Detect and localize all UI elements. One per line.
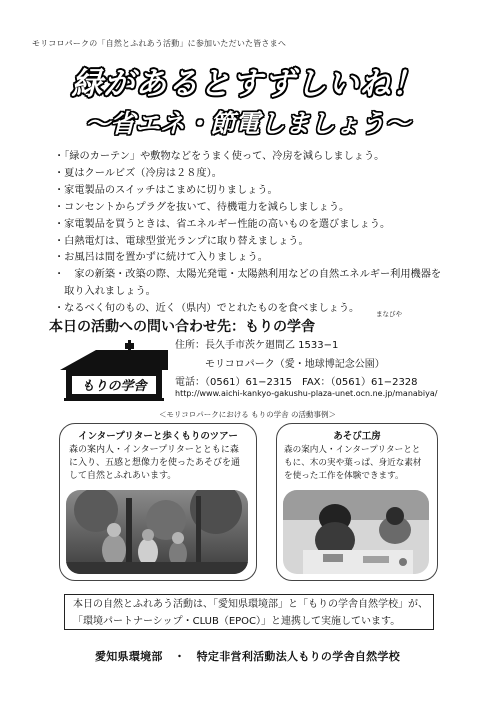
tip-item: 取り入れましょう。 xyxy=(54,286,156,298)
ruby-reading: まなびや xyxy=(376,310,402,318)
contact-heading: 本日の活動への問い合わせ先：もりの学舎 xyxy=(49,319,315,335)
tip-item: ・コンセントからプラグを抜いて、待機電力を減らしましょう。 xyxy=(54,201,350,213)
partnership-notice xyxy=(64,594,434,630)
svg-text:もりの学舎: もりの学舎 xyxy=(81,379,147,394)
organizers-footer: 愛知県環境部 ・ 特定非営利活動法人もりの学舎自然学校 xyxy=(94,650,401,663)
tip-item: ・夏はクールビズ（冷房は２８度）。 xyxy=(54,167,222,179)
tip-item: ・なるべく旬のもの、近く（県内）でとれたものを食べましょう。 xyxy=(54,303,360,315)
tip-item: ・お風呂は間を置かずに続けて入りましょう。 xyxy=(54,252,268,264)
address-line: 住所：長久手市茨ケ廻間乙 1533−1 xyxy=(175,340,339,351)
activity-card-workshop xyxy=(276,423,438,581)
notice-line: 「環境パートナーシップ・CLUB（EPOC）」と連携して実施しています。 xyxy=(73,616,401,627)
activity-description xyxy=(60,442,256,483)
tip-item: ・「緑のカーテン」や敷物などをうまく使って、冷房を減らしましょう。 xyxy=(54,151,385,162)
tip-item: ・白熱電灯は、電球型蛍光ランプに取り替えましょう。 xyxy=(54,235,309,247)
activity-title: あそび工房 xyxy=(333,431,381,442)
description-line: もに、木の実や葉っぱ、身近な素材 xyxy=(284,458,422,468)
description-line: 森の案内人・インタープリターとともに森 xyxy=(69,445,239,455)
activity-card-tour xyxy=(59,423,257,581)
energy-tips-list xyxy=(54,149,454,318)
description-line: に入り、五感と想像力を使ったあそびを通 xyxy=(69,458,241,468)
main-title: 緑があるとすずしいね！ xyxy=(71,66,424,102)
description-line: 森の案内人・インタープリターとと xyxy=(284,445,421,455)
examples-label: ＜モリコロパークにおける もりの学舎 の活動事例＞ xyxy=(158,410,337,419)
intro-text: モリコロパークの「自然とふれあう活動」に参加いただいた皆さまへ xyxy=(32,39,287,48)
tip-item: ・家電製品のスイッチはこまめに切りましょう。 xyxy=(54,184,278,196)
description-line: を使った工作を体験できます。 xyxy=(284,471,404,481)
notice-line: 本日の自然とふれあう活動は、「愛知県環境部」と「もりの学舎自然学校」が、 xyxy=(73,599,428,610)
description-line: して自然とふれあいます。 xyxy=(69,471,177,481)
contact-address xyxy=(175,337,418,393)
website-url[interactable]: http://www.aichi-kankyo-gakushu-plaza-unet.ocn.ne.jp/manabiya/ xyxy=(175,389,438,398)
activity-description xyxy=(277,442,437,483)
address-place: モリコロパーク（愛・地球博記念公園） xyxy=(205,358,385,370)
subtitle: ～省エネ・節電しましょう～ xyxy=(84,109,410,138)
workshop-photo xyxy=(283,490,429,574)
manabiya-logo xyxy=(58,340,168,406)
tip-item: ・家電製品を買うときは、省エネルギー性能の高いものを選びましょう。 xyxy=(54,218,391,230)
tip-item: ・ 家の新築・改築の際、太陽光発電・太陽熱利用などの自然エネルギー利用機器を xyxy=(54,269,442,281)
activity-title: インタープリターと歩くもりのツアー xyxy=(78,431,238,442)
forest-tour-photo xyxy=(66,490,248,574)
phone-fax: 電話：（0561）61−2315 FAX：（0561）61−2328 xyxy=(175,377,418,388)
